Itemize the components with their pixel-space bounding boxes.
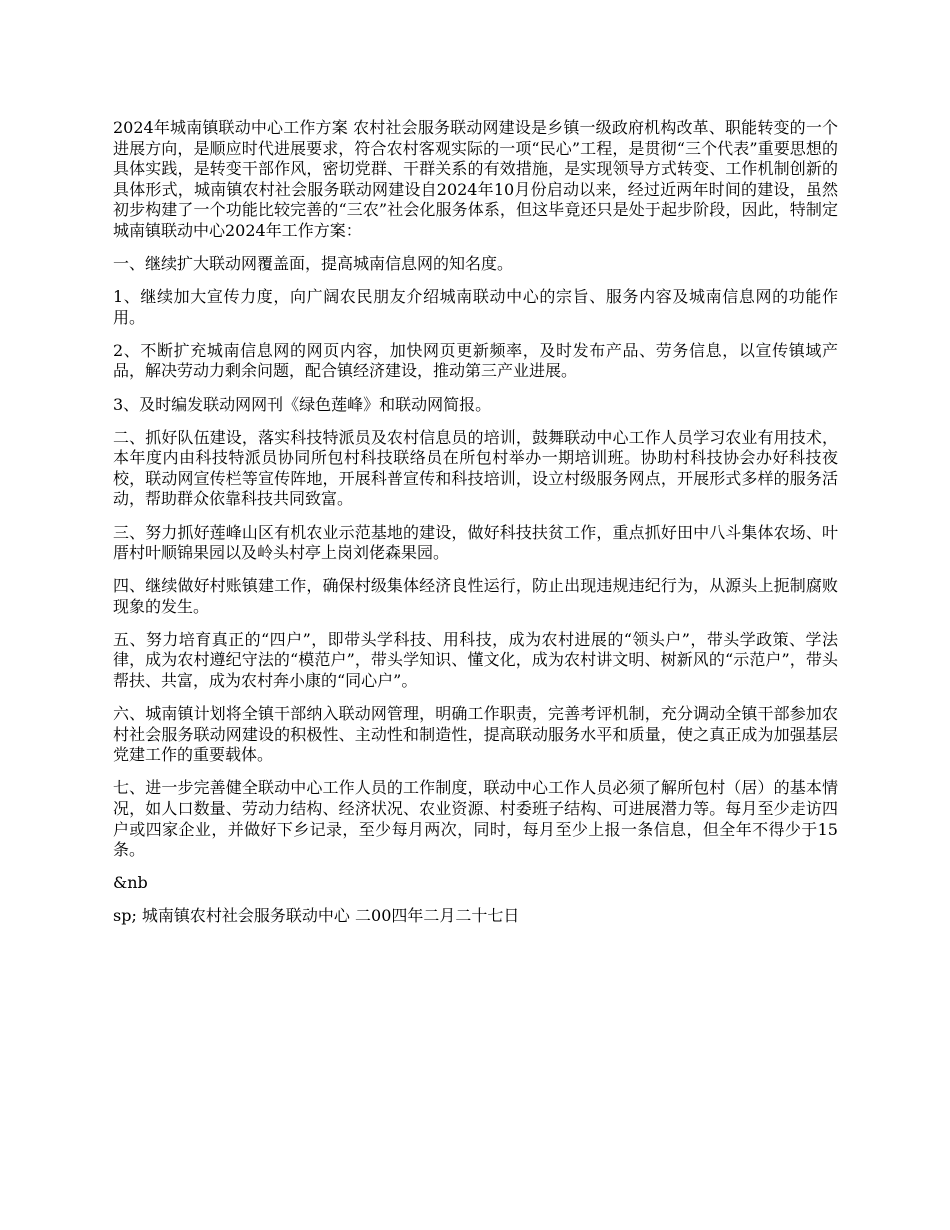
entity-fragment: &nb — [113, 873, 148, 893]
intro-paragraph: 2024年城南镇联动中心工作方案 农村社会服务联动网建设是乡镇一级政府机构改革、职能转变的一个进展方向，是顺应时代进展要求，符合农村客观实际的一项“民心”工程，是贯彻“三个代表”重要思想的具体实践，是转变干部作风，密切党群、干群关系的有效措施，是实现领导方式转变、工作机制创新的具体形式，城南镇农村社会服务联动网建设自2024年10月份启动以来，经过近两年时间的建设，虽然初步构建了一个功能比较完善的“三农”社会化服务体系，但这毕竟还只是处于起步阶段，因此，特制定城南镇联动中心2024年工作方案： — [113, 118, 838, 240]
section-7-paragraph: 七、进一步完善健全联动中心工作人员的工作制度，联动中心工作人员必须了解所包村（居）的基本情况，如人口数量、劳动力结构、经济状况、农业资源、村委班子结构、可进展潜力等。每月至少走访四户或四家企业，并做好下乡记录，至少每月两次，同时，每月至少上报一条信息，但全年不得少于15条。 — [113, 778, 838, 860]
section-4-paragraph: 四、继续做好村账镇建工作，确保村级集体经济良性运行，防止出现违规违纪行为，从源头上扼制腐败现象的发生。 — [113, 576, 838, 616]
document-body — [113, 118, 838, 940]
section-3-paragraph: 三、努力抓好莲峰山区有机农业示范基地的建设，做好科技扶贫工作，重点抓好田中八斗集体农场、叶厝村叶顺锦果园以及岭头村亭上岗刘佬森果园。 — [113, 522, 838, 563]
section-2-paragraph: 二、抓好队伍建设，落实科技特派员及农村信息员的培训，鼓舞联动中心工作人员学习农业有用技术，本年度内由科技特派员协同所包村科技联络员在所包村举办一期培训班。协助村科技协会办好科技夜校，联动网宣传栏等宣传阵地，开展科普宣传和科技培训，设立村级服务网点，开展形式多样的服务活动，帮助群众依靠科技共同致富。 — [113, 427, 838, 509]
section-6-paragraph: 六、城南镇计划将全镇干部纳入联动网管理，明确工作职责，完善考评机制，充分调动全镇干部参加农村社会服务联动网建设的积极性、主动性和制造性，提高联动服务水平和质量，使之真正成为加强基层党建工作的重要载体。 — [113, 704, 838, 765]
item-3-paragraph: 3、及时编发联动网网刊《绿色莲峰》和联动网简报。 — [113, 394, 492, 414]
signature-line: sp; 城南镇农村社会服务联动中心 二00四年二月二十七日 — [113, 906, 520, 926]
item-1-paragraph: 1、继续加大宣传力度，向广阔农民朋友介绍城南联动中心的宗旨、服务内容及城南信息网的功能作用。 — [113, 287, 838, 327]
item-2-paragraph: 2、不断扩充城南信息网的网页内容，加快网页更新频率，及时发布产品、劳务信息，以宣传镇域产品，解决劳动力剩余问题，配合镇经济建设，推动第三产业进展。 — [113, 340, 838, 381]
section-1-heading: 一、继续扩大联动网覆盖面，提高城南信息网的知名度。 — [113, 254, 514, 274]
section-5-paragraph: 五、努力培育真正的“四户”，即带头学科技、用科技，成为农村进展的“领头户”，带头学政策、学法律，成为农村遵纪守法的“模范户”，带头学知识、懂文化，成为农村讲文明、树新风的“示范户”，带头帮扶、共富，成为农村奔小康的“同心户”。 — [113, 629, 838, 691]
